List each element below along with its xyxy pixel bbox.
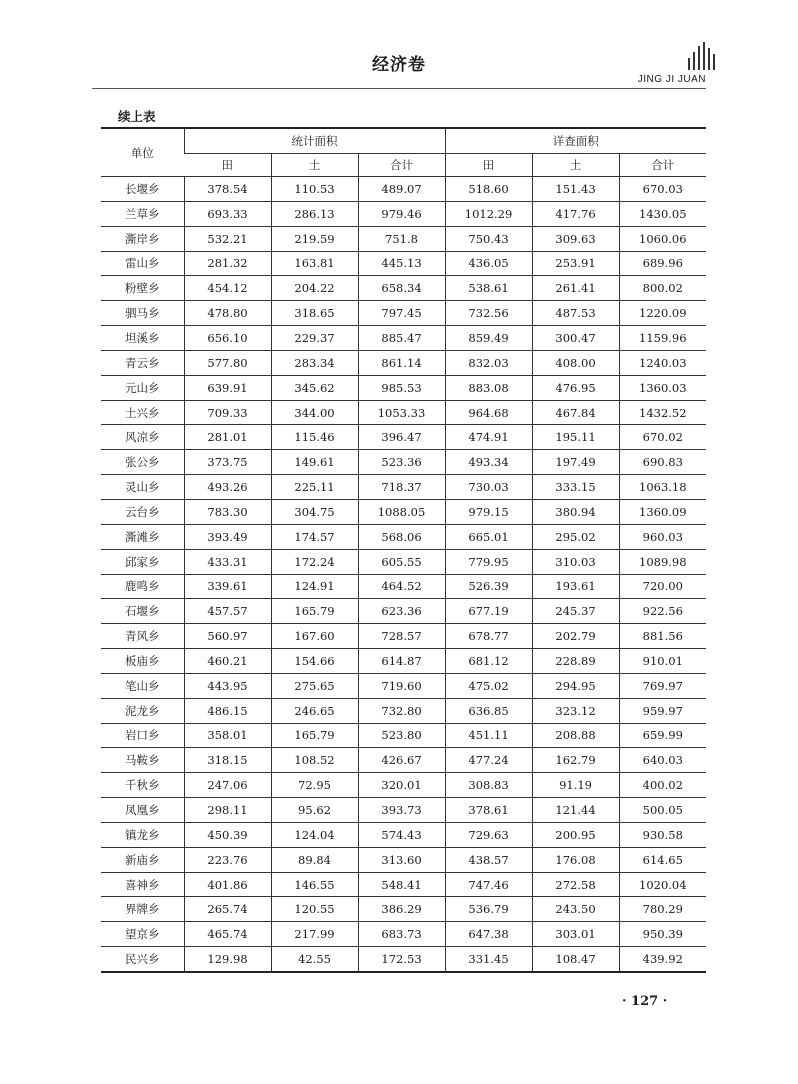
township-name-cell: 望京乡 xyxy=(101,922,184,947)
value-cell: 426.67 xyxy=(358,748,445,773)
value-cell: 670.03 xyxy=(619,177,706,202)
value-cell: 1020.04 xyxy=(619,872,706,897)
value-cell: 380.94 xyxy=(532,499,619,524)
table-row xyxy=(101,226,706,251)
table-row xyxy=(101,425,706,450)
table-row xyxy=(101,350,706,375)
value-cell: 709.33 xyxy=(184,400,271,425)
value-cell: 979.15 xyxy=(445,499,532,524)
value-cell: 283.34 xyxy=(271,350,358,375)
township-name-cell: 笔山乡 xyxy=(101,673,184,698)
value-cell: 623.36 xyxy=(358,599,445,624)
value-cell: 300.47 xyxy=(532,326,619,351)
value-cell: 110.53 xyxy=(271,177,358,202)
value-cell: 200.95 xyxy=(532,822,619,847)
value-cell: 304.75 xyxy=(271,499,358,524)
value-cell: 640.03 xyxy=(619,748,706,773)
township-name-cell: 邱家乡 xyxy=(101,549,184,574)
value-cell: 195.11 xyxy=(532,425,619,450)
value-cell: 1360.09 xyxy=(619,499,706,524)
value-cell: 373.75 xyxy=(184,450,271,475)
value-cell: 477.24 xyxy=(445,748,532,773)
township-name-cell: 泥龙乡 xyxy=(101,698,184,723)
page-header-title: 经济卷 xyxy=(372,55,426,75)
value-cell: 670.02 xyxy=(619,425,706,450)
value-cell: 930.58 xyxy=(619,822,706,847)
value-cell: 883.08 xyxy=(445,375,532,400)
table-row xyxy=(101,624,706,649)
value-cell: 393.73 xyxy=(358,798,445,823)
table-row xyxy=(101,599,706,624)
value-cell: 548.41 xyxy=(358,872,445,897)
township-name-cell: 风凉乡 xyxy=(101,425,184,450)
value-cell: 1159.96 xyxy=(619,326,706,351)
page-number: · 127 · xyxy=(622,994,668,1009)
township-name-cell: 长堰乡 xyxy=(101,177,184,202)
value-cell: 683.73 xyxy=(358,922,445,947)
value-cell: 265.74 xyxy=(184,897,271,922)
township-name-cell: 喜神乡 xyxy=(101,872,184,897)
page-header-pinyin: JING JI JUAN xyxy=(637,74,706,85)
township-name-cell: 板庙乡 xyxy=(101,649,184,674)
value-cell: 42.55 xyxy=(271,947,358,972)
value-cell: 476.95 xyxy=(532,375,619,400)
value-cell: 677.19 xyxy=(445,599,532,624)
township-name-cell: 土兴乡 xyxy=(101,400,184,425)
value-cell: 433.31 xyxy=(184,549,271,574)
subheader-field: 田 xyxy=(445,154,532,177)
value-cell: 108.52 xyxy=(271,748,358,773)
value-cell: 454.12 xyxy=(184,276,271,301)
table-row xyxy=(101,947,706,972)
table-row xyxy=(101,773,706,798)
value-cell: 149.61 xyxy=(271,450,358,475)
value-cell: 445.13 xyxy=(358,251,445,276)
value-cell: 124.91 xyxy=(271,574,358,599)
value-cell: 417.76 xyxy=(532,201,619,226)
value-cell: 478.80 xyxy=(184,301,271,326)
subheader-land: 土 xyxy=(271,154,358,177)
value-cell: 460.21 xyxy=(184,649,271,674)
township-name-cell: 石堰乡 xyxy=(101,599,184,624)
value-cell: 732.56 xyxy=(445,301,532,326)
value-cell: 108.47 xyxy=(532,947,619,972)
table-row xyxy=(101,326,706,351)
subheader-field: 田 xyxy=(184,154,271,177)
township-name-cell: 兰草乡 xyxy=(101,201,184,226)
value-cell: 464.52 xyxy=(358,574,445,599)
value-cell: 614.65 xyxy=(619,847,706,872)
township-name-cell: 鹿鸣乡 xyxy=(101,574,184,599)
value-cell: 659.99 xyxy=(619,723,706,748)
value-cell: 95.62 xyxy=(271,798,358,823)
value-cell: 568.06 xyxy=(358,524,445,549)
value-cell: 91.19 xyxy=(532,773,619,798)
subheader-land: 土 xyxy=(532,154,619,177)
value-cell: 308.83 xyxy=(445,773,532,798)
value-cell: 295.02 xyxy=(532,524,619,549)
value-cell: 229.37 xyxy=(271,326,358,351)
township-name-cell: 澌岸乡 xyxy=(101,226,184,251)
value-cell: 526.39 xyxy=(445,574,532,599)
group-header-statistical-area: 统计面积 xyxy=(184,128,445,154)
township-name-cell: 岩口乡 xyxy=(101,723,184,748)
value-cell: 275.65 xyxy=(271,673,358,698)
table-row xyxy=(101,524,706,549)
value-cell: 1053.33 xyxy=(358,400,445,425)
township-name-cell: 青云乡 xyxy=(101,350,184,375)
value-cell: 443.95 xyxy=(184,673,271,698)
value-cell: 730.03 xyxy=(445,475,532,500)
table-row xyxy=(101,400,706,425)
value-cell: 378.54 xyxy=(184,177,271,202)
value-cell: 451.11 xyxy=(445,723,532,748)
value-cell: 719.60 xyxy=(358,673,445,698)
value-cell: 313.60 xyxy=(358,847,445,872)
value-cell: 614.87 xyxy=(358,649,445,674)
value-cell: 401.86 xyxy=(184,872,271,897)
value-cell: 985.53 xyxy=(358,375,445,400)
value-cell: 396.47 xyxy=(358,425,445,450)
value-cell: 779.95 xyxy=(445,549,532,574)
table-row xyxy=(101,201,706,226)
value-cell: 1088.05 xyxy=(358,499,445,524)
value-cell: 154.66 xyxy=(271,649,358,674)
value-cell: 577.80 xyxy=(184,350,271,375)
table-row xyxy=(101,922,706,947)
value-cell: 174.57 xyxy=(271,524,358,549)
value-cell: 678.77 xyxy=(445,624,532,649)
value-cell: 121.44 xyxy=(532,798,619,823)
value-cell: 729.63 xyxy=(445,822,532,847)
table-row xyxy=(101,301,706,326)
township-name-cell: 界牌乡 xyxy=(101,897,184,922)
value-cell: 193.61 xyxy=(532,574,619,599)
subheader-total: 合计 xyxy=(358,154,445,177)
value-cell: 732.80 xyxy=(358,698,445,723)
value-cell: 536.79 xyxy=(445,897,532,922)
value-cell: 467.84 xyxy=(532,400,619,425)
value-cell: 689.96 xyxy=(619,251,706,276)
township-name-cell: 云台乡 xyxy=(101,499,184,524)
value-cell: 204.22 xyxy=(271,276,358,301)
value-cell: 658.34 xyxy=(358,276,445,301)
value-cell: 487.53 xyxy=(532,301,619,326)
value-cell: 438.57 xyxy=(445,847,532,872)
group-header-survey-area: 详查面积 xyxy=(445,128,706,154)
value-cell: 475.02 xyxy=(445,673,532,698)
value-cell: 1240.03 xyxy=(619,350,706,375)
value-cell: 647.38 xyxy=(445,922,532,947)
value-cell: 1063.18 xyxy=(619,475,706,500)
value-cell: 281.01 xyxy=(184,425,271,450)
value-cell: 162.79 xyxy=(532,748,619,773)
table-row xyxy=(101,251,706,276)
township-name-cell: 新庙乡 xyxy=(101,847,184,872)
value-cell: 728.57 xyxy=(358,624,445,649)
value-cell: 457.57 xyxy=(184,599,271,624)
table-caption: 续上表 xyxy=(118,109,156,124)
value-cell: 124.04 xyxy=(271,822,358,847)
value-cell: 959.97 xyxy=(619,698,706,723)
value-cell: 163.81 xyxy=(271,251,358,276)
table-row xyxy=(101,499,706,524)
township-name-cell: 驷马乡 xyxy=(101,301,184,326)
value-cell: 693.33 xyxy=(184,201,271,226)
value-cell: 400.02 xyxy=(619,773,706,798)
value-cell: 636.85 xyxy=(445,698,532,723)
value-cell: 518.60 xyxy=(445,177,532,202)
value-cell: 964.68 xyxy=(445,400,532,425)
value-cell: 960.03 xyxy=(619,524,706,549)
value-cell: 769.97 xyxy=(619,673,706,698)
value-cell: 281.32 xyxy=(184,251,271,276)
value-cell: 120.55 xyxy=(271,897,358,922)
value-cell: 532.21 xyxy=(184,226,271,251)
table-row xyxy=(101,748,706,773)
book-logo-icon xyxy=(686,42,718,70)
value-cell: 129.98 xyxy=(184,947,271,972)
table-row xyxy=(101,450,706,475)
value-cell: 310.03 xyxy=(532,549,619,574)
value-cell: 331.45 xyxy=(445,947,532,972)
table-row xyxy=(101,649,706,674)
township-name-cell: 坦溪乡 xyxy=(101,326,184,351)
value-cell: 176.08 xyxy=(532,847,619,872)
value-cell: 208.88 xyxy=(532,723,619,748)
value-cell: 393.49 xyxy=(184,524,271,549)
value-cell: 243.50 xyxy=(532,897,619,922)
value-cell: 318.65 xyxy=(271,301,358,326)
value-cell: 344.00 xyxy=(271,400,358,425)
value-cell: 885.47 xyxy=(358,326,445,351)
value-cell: 881.56 xyxy=(619,624,706,649)
value-cell: 861.14 xyxy=(358,350,445,375)
township-name-cell: 千秋乡 xyxy=(101,773,184,798)
table-row xyxy=(101,276,706,301)
value-cell: 690.83 xyxy=(619,450,706,475)
table-row xyxy=(101,673,706,698)
table-row xyxy=(101,375,706,400)
value-cell: 493.34 xyxy=(445,450,532,475)
township-name-cell: 澌滩乡 xyxy=(101,524,184,549)
header-rule xyxy=(92,88,706,89)
value-cell: 245.37 xyxy=(532,599,619,624)
value-cell: 253.91 xyxy=(532,251,619,276)
value-cell: 450.39 xyxy=(184,822,271,847)
area-table xyxy=(101,127,706,973)
value-cell: 523.80 xyxy=(358,723,445,748)
table-row xyxy=(101,475,706,500)
value-cell: 197.49 xyxy=(532,450,619,475)
value-cell: 750.43 xyxy=(445,226,532,251)
value-cell: 272.58 xyxy=(532,872,619,897)
value-cell: 1360.03 xyxy=(619,375,706,400)
value-cell: 72.95 xyxy=(271,773,358,798)
township-name-cell: 民兴乡 xyxy=(101,947,184,972)
value-cell: 165.79 xyxy=(271,599,358,624)
value-cell: 339.61 xyxy=(184,574,271,599)
value-cell: 89.84 xyxy=(271,847,358,872)
value-cell: 639.91 xyxy=(184,375,271,400)
value-cell: 286.13 xyxy=(271,201,358,226)
value-cell: 115.46 xyxy=(271,425,358,450)
table-row xyxy=(101,798,706,823)
table-row xyxy=(101,177,706,202)
value-cell: 439.92 xyxy=(619,947,706,972)
value-cell: 780.29 xyxy=(619,897,706,922)
value-cell: 560.97 xyxy=(184,624,271,649)
value-cell: 538.61 xyxy=(445,276,532,301)
township-name-cell: 凤凰乡 xyxy=(101,798,184,823)
township-name-cell: 镇龙乡 xyxy=(101,822,184,847)
value-cell: 172.53 xyxy=(358,947,445,972)
value-cell: 146.55 xyxy=(271,872,358,897)
table-row xyxy=(101,723,706,748)
value-cell: 797.45 xyxy=(358,301,445,326)
value-cell: 294.95 xyxy=(532,673,619,698)
township-name-cell: 张公乡 xyxy=(101,450,184,475)
value-cell: 574.43 xyxy=(358,822,445,847)
township-name-cell: 灵山乡 xyxy=(101,475,184,500)
table-row xyxy=(101,872,706,897)
value-cell: 1220.09 xyxy=(619,301,706,326)
township-name-cell: 马鞍乡 xyxy=(101,748,184,773)
value-cell: 681.12 xyxy=(445,649,532,674)
value-cell: 751.8 xyxy=(358,226,445,251)
table-row xyxy=(101,897,706,922)
value-cell: 318.15 xyxy=(184,748,271,773)
value-cell: 172.24 xyxy=(271,549,358,574)
value-cell: 665.01 xyxy=(445,524,532,549)
value-cell: 950.39 xyxy=(619,922,706,947)
value-cell: 720.00 xyxy=(619,574,706,599)
table-row xyxy=(101,574,706,599)
value-cell: 309.63 xyxy=(532,226,619,251)
unit-header: 单位 xyxy=(101,128,184,177)
value-cell: 303.01 xyxy=(532,922,619,947)
value-cell: 979.46 xyxy=(358,201,445,226)
value-cell: 223.76 xyxy=(184,847,271,872)
township-name-cell: 粉壁乡 xyxy=(101,276,184,301)
value-cell: 656.10 xyxy=(184,326,271,351)
township-name-cell: 雷山乡 xyxy=(101,251,184,276)
value-cell: 358.01 xyxy=(184,723,271,748)
value-cell: 228.89 xyxy=(532,649,619,674)
value-cell: 333.15 xyxy=(532,475,619,500)
value-cell: 859.49 xyxy=(445,326,532,351)
table-row xyxy=(101,822,706,847)
value-cell: 489.07 xyxy=(358,177,445,202)
value-cell: 246.65 xyxy=(271,698,358,723)
value-cell: 261.41 xyxy=(532,276,619,301)
value-cell: 151.43 xyxy=(532,177,619,202)
township-name-cell: 元山乡 xyxy=(101,375,184,400)
value-cell: 523.36 xyxy=(358,450,445,475)
value-cell: 486.15 xyxy=(184,698,271,723)
value-cell: 605.55 xyxy=(358,549,445,574)
value-cell: 1089.98 xyxy=(619,549,706,574)
value-cell: 247.06 xyxy=(184,773,271,798)
value-cell: 800.02 xyxy=(619,276,706,301)
value-cell: 167.60 xyxy=(271,624,358,649)
value-cell: 465.74 xyxy=(184,922,271,947)
table-row xyxy=(101,698,706,723)
value-cell: 386.29 xyxy=(358,897,445,922)
value-cell: 500.05 xyxy=(619,798,706,823)
value-cell: 165.79 xyxy=(271,723,358,748)
value-cell: 1060.06 xyxy=(619,226,706,251)
value-cell: 832.03 xyxy=(445,350,532,375)
value-cell: 910.01 xyxy=(619,649,706,674)
value-cell: 219.59 xyxy=(271,226,358,251)
township-name-cell: 青风乡 xyxy=(101,624,184,649)
value-cell: 783.30 xyxy=(184,499,271,524)
value-cell: 1432.52 xyxy=(619,400,706,425)
subheader-total: 合计 xyxy=(619,154,706,177)
value-cell: 1012.29 xyxy=(445,201,532,226)
value-cell: 747.46 xyxy=(445,872,532,897)
value-cell: 922.56 xyxy=(619,599,706,624)
value-cell: 436.05 xyxy=(445,251,532,276)
table-row xyxy=(101,847,706,872)
value-cell: 202.79 xyxy=(532,624,619,649)
value-cell: 323.12 xyxy=(532,698,619,723)
value-cell: 298.11 xyxy=(184,798,271,823)
value-cell: 493.26 xyxy=(184,475,271,500)
value-cell: 345.62 xyxy=(271,375,358,400)
value-cell: 225.11 xyxy=(271,475,358,500)
value-cell: 1430.05 xyxy=(619,201,706,226)
value-cell: 408.00 xyxy=(532,350,619,375)
value-cell: 474.91 xyxy=(445,425,532,450)
value-cell: 378.61 xyxy=(445,798,532,823)
value-cell: 320.01 xyxy=(358,773,445,798)
table-row xyxy=(101,549,706,574)
value-cell: 718.37 xyxy=(358,475,445,500)
value-cell: 217.99 xyxy=(271,922,358,947)
